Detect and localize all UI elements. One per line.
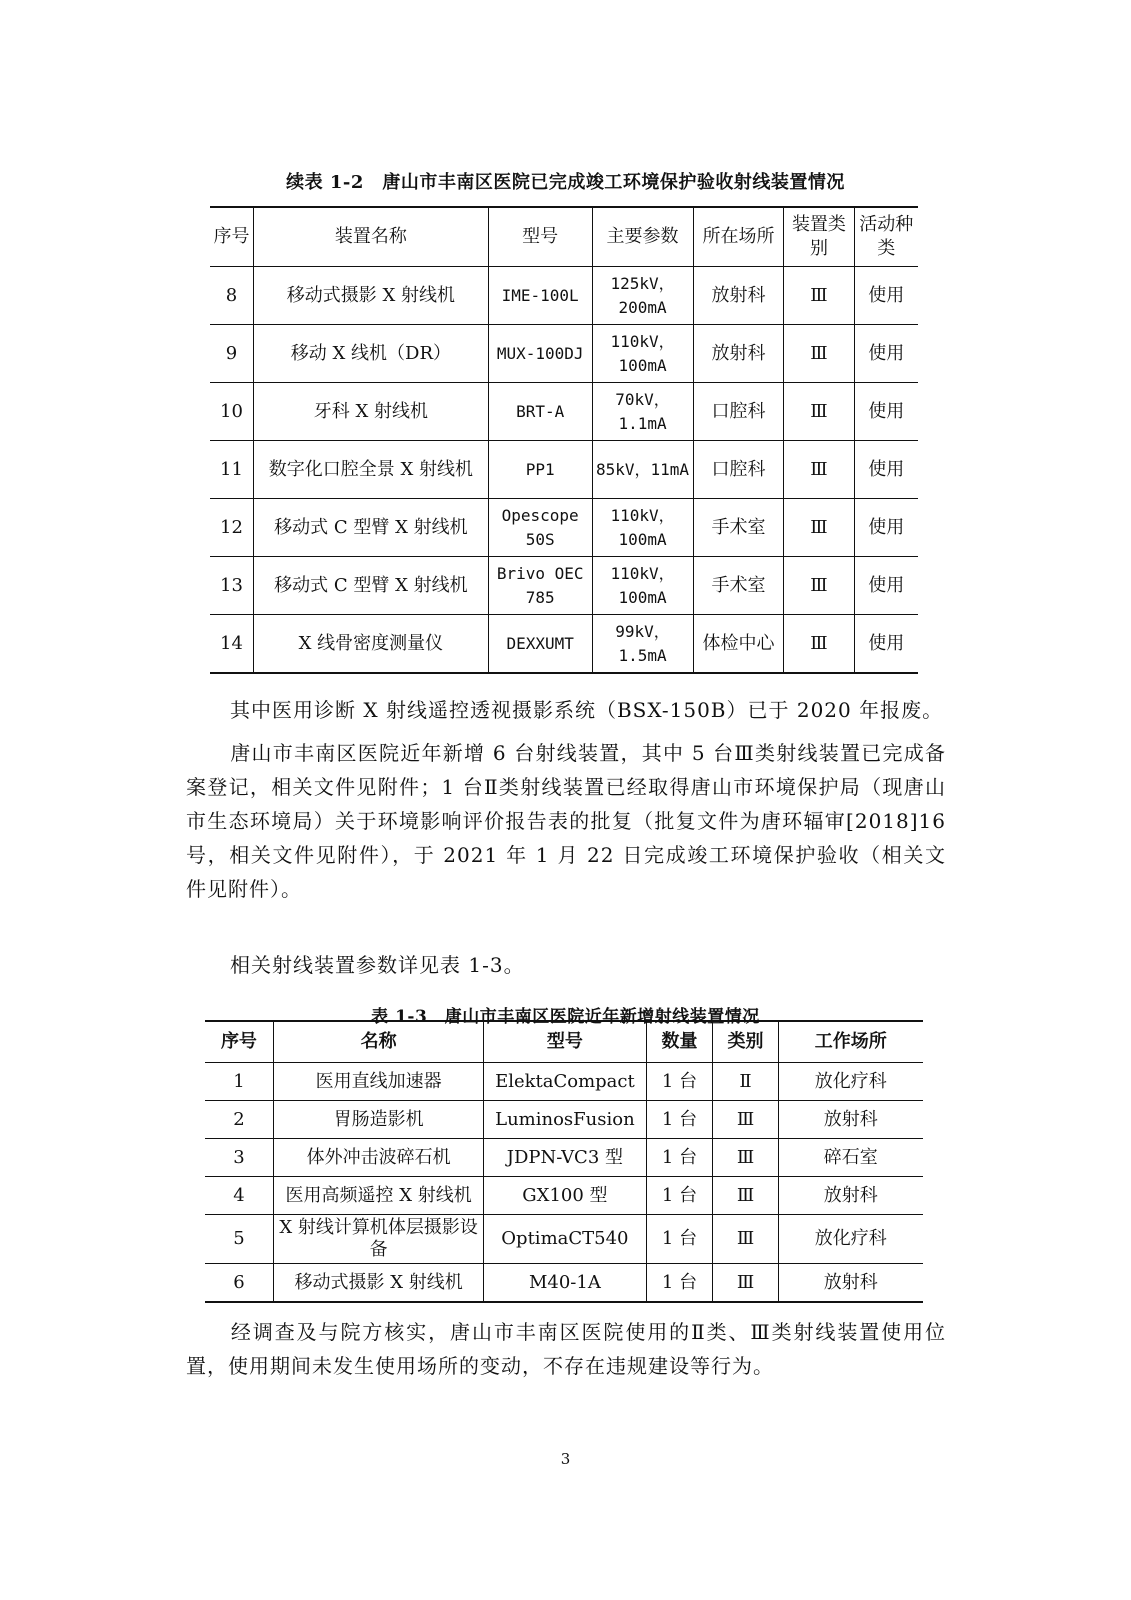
table-1-3 [205,1020,923,1303]
header-no: 序号 [205,1021,273,1063]
cell-model: DEXXUMT [488,615,592,674]
table-row [210,499,918,557]
paragraph-table-reference [186,948,946,982]
cell-category: Ⅲ [713,1177,778,1215]
cell-place: 放射科 [778,1101,923,1139]
cell-activity: 使用 [854,499,918,557]
cell-model: PP1 [488,441,592,499]
cell-name: 移动式 C 型臂 X 射线机 [254,557,489,615]
table-1-2 [210,206,918,674]
cell-name: X 线骨密度测量仪 [254,615,489,674]
cell-no: 3 [205,1139,273,1177]
header-location: 所在场所 [693,207,784,267]
table-row [205,1215,923,1264]
table-header-row [210,207,918,267]
cell-activity: 使用 [854,267,918,325]
cell-params: 110kV，100mA [592,557,693,615]
table-row [205,1101,923,1139]
paragraph-text: 相关射线装置参数详见表 1-3。 [230,953,525,977]
cell-no: 10 [210,383,254,441]
header-name: 装置名称 [254,207,489,267]
header-model: 型号 [488,207,592,267]
table-row [210,383,918,441]
cell-location: 手术室 [693,499,784,557]
cell-params: 99kV，1.5mA [592,615,693,674]
cell-name: 移动式摄影 X 射线机 [273,1264,483,1303]
cell-no: 6 [205,1264,273,1303]
cell-name: 胃肠造影机 [273,1101,483,1139]
cell-qty: 1 台 [646,1101,713,1139]
header-place: 工作场所 [778,1021,923,1063]
cell-place: 放射科 [778,1177,923,1215]
cell-location: 口腔科 [693,383,784,441]
header-params: 主要参数 [592,207,693,267]
cell-qty: 1 台 [646,1139,713,1177]
cell-model: OptimaCT540 [484,1215,646,1264]
cell-name: 体外冲击波碎石机 [273,1139,483,1177]
cell-place: 碎石室 [778,1139,923,1177]
cell-name: 移动式摄影 X 射线机 [254,267,489,325]
cell-model: M40-1A [484,1264,646,1303]
cell-name: X 射线计算机体层摄影设备 [273,1215,483,1264]
cell-location: 放射科 [693,325,784,383]
cell-place: 放射科 [778,1264,923,1303]
cell-name: 医用高频遥控 X 射线机 [273,1177,483,1215]
cell-model: Opescope 50S [488,499,592,557]
cell-qty: 1 台 [646,1063,713,1101]
cell-no: 4 [205,1177,273,1215]
cell-category: Ⅲ [713,1101,778,1139]
table-row [210,325,918,383]
cell-activity: 使用 [854,615,918,674]
cell-model: GX100 型 [484,1177,646,1215]
cell-model: Brivo OEC 785 [488,557,592,615]
cell-name: 数字化口腔全景 X 射线机 [254,441,489,499]
cell-model: ElektaCompact [484,1063,646,1101]
paragraph-text: 其中医用诊断 X 射线遥控透视摄影系统（BSX-150B）已于 2020 年报废。 [230,698,944,722]
cell-params: 125kV，200mA [592,267,693,325]
table-row [210,557,918,615]
cell-location: 放射科 [693,267,784,325]
table-row [210,615,918,674]
paragraph-text: 经调查及与院方核实，唐山市丰南区医院使用的Ⅱ类、Ⅲ类射线装置使用位置，使用期间未发生使用场所的变动，不存在违规建设等行为。 [186,1320,946,1378]
cell-qty: 1 台 [646,1215,713,1264]
cell-activity: 使用 [854,383,918,441]
cell-no: 8 [210,267,254,325]
paragraph-scrapped-device [186,693,946,727]
cell-name: 牙科 X 射线机 [254,383,489,441]
cell-model: LuminosFusion [484,1101,646,1139]
cell-category: Ⅲ [784,441,854,499]
header-category: 装置类别 [784,207,854,267]
cell-qty: 1 台 [646,1264,713,1303]
table-header-row [205,1021,923,1063]
cell-params: 70kV，1.1mA [592,383,693,441]
cell-category: Ⅲ [784,325,854,383]
cell-model: BRT-A [488,383,592,441]
table-row [205,1177,923,1215]
table-row [210,441,918,499]
cell-activity: 使用 [854,441,918,499]
cell-place: 放化疗科 [778,1215,923,1264]
cell-category: Ⅲ [784,615,854,674]
header-qty: 数量 [646,1021,713,1063]
page-number: 3 [560,1450,571,1468]
cell-category: Ⅲ [784,267,854,325]
header-name: 名称 [273,1021,483,1063]
cell-place: 放化疗科 [778,1063,923,1101]
table-row [205,1139,923,1177]
header-no: 序号 [210,207,254,267]
cell-name: 移动 X 线机（DR） [254,325,489,383]
cell-params: 85kV，11mA [592,441,693,499]
cell-model: IME-100L [488,267,592,325]
cell-name: 医用直线加速器 [273,1063,483,1101]
cell-activity: 使用 [854,325,918,383]
cell-category: Ⅲ [784,499,854,557]
cell-no: 13 [210,557,254,615]
table-1-2-caption: 续表 1-2 唐山市丰南区医院已完成竣工环境保护验收射线装置情况 [286,172,845,193]
cell-no: 14 [210,615,254,674]
paragraph-new-devices [186,736,946,906]
cell-no: 9 [210,325,254,383]
cell-category: Ⅲ [713,1139,778,1177]
cell-no: 12 [210,499,254,557]
cell-activity: 使用 [854,557,918,615]
cell-category: Ⅲ [784,557,854,615]
cell-name: 移动式 C 型臂 X 射线机 [254,499,489,557]
table-row [210,267,918,325]
cell-model: MUX-100DJ [488,325,592,383]
header-activity: 活动种类 [854,207,918,267]
header-model: 型号 [484,1021,646,1063]
cell-model: JDPN-VC3 型 [484,1139,646,1177]
table-1-3-caption: 表 1-3 唐山市丰南区医院近年新增射线装置情况 [371,1007,760,1027]
table-row [205,1063,923,1101]
header-category: 类别 [713,1021,778,1063]
cell-location: 手术室 [693,557,784,615]
table-row [205,1264,923,1303]
cell-qty: 1 台 [646,1177,713,1215]
cell-params: 110kV，100mA [592,325,693,383]
paragraph-conclusion [186,1315,946,1383]
paragraph-text: 唐山市丰南区医院近年新增 6 台射线装置，其中 5 台Ⅲ类射线装置已完成备案登记，相关文件见附件；1 台Ⅱ类射线装置已经取得唐山市环境保护局（现唐山市生态环境局）关于环境影响评价报告表的批复（批复文件为唐环辐审[2018]16 号，相关文件见附件），于 2021 年 1 月 22 日完成竣工环境保护验收（相关文件见附件）。 [186,741,946,901]
cell-category: Ⅱ [713,1063,778,1101]
cell-category: Ⅲ [784,383,854,441]
cell-params: 110kV，100mA [592,499,693,557]
cell-no: 11 [210,441,254,499]
cell-location: 口腔科 [693,441,784,499]
cell-no: 2 [205,1101,273,1139]
cell-no: 1 [205,1063,273,1101]
cell-no: 5 [205,1215,273,1264]
cell-category: Ⅲ [713,1215,778,1264]
cell-location: 体检中心 [693,615,784,674]
cell-category: Ⅲ [713,1264,778,1303]
